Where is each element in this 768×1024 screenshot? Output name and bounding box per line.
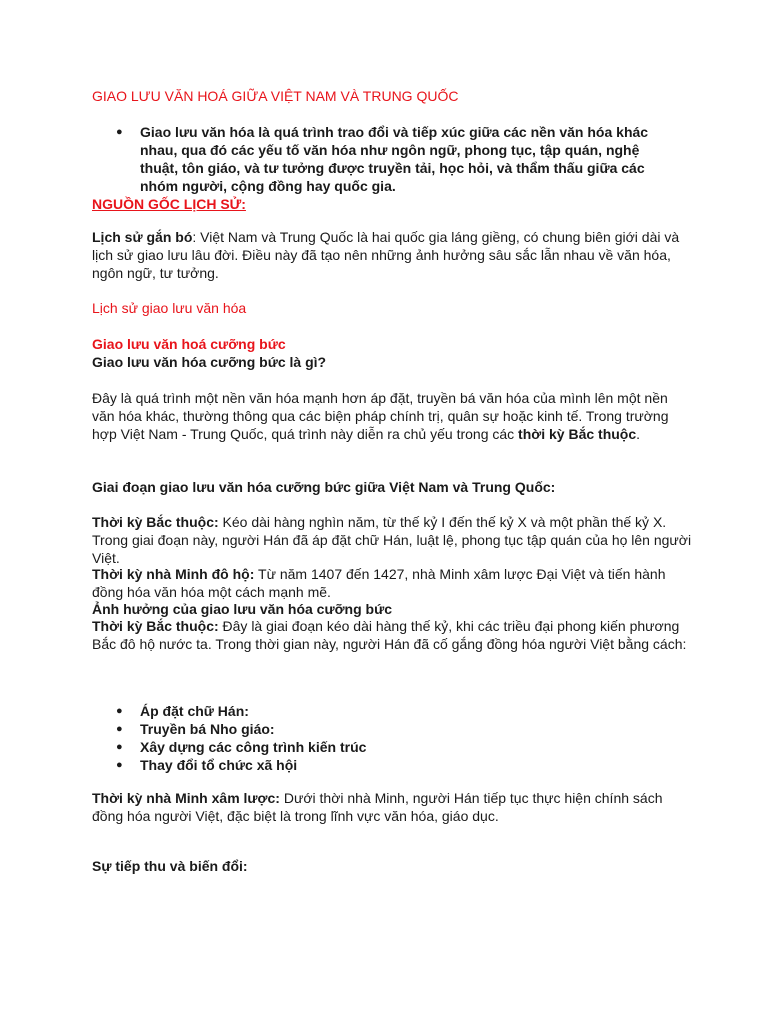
- stage-bac-thuoc: [92, 513, 692, 567]
- impact-bac-thuoc: [92, 617, 692, 653]
- adoption-heading: Sự tiếp thu và biến đổi:: [92, 858, 248, 874]
- impact2-label: Thời kỳ nhà Minh xâm lược:: [92, 790, 280, 806]
- impact1-label: Thời kỳ Bắc thuộc:: [92, 618, 219, 634]
- history-text: : Việt Nam và Trung Quốc là hai quốc gia láng giềng, có chung biên giới dài và lịch sử giao lưu lâu đời. Điều này đã tạo nên những ảnh hưởng sâu sắc lẫn nhau về văn hóa, ngôn ngữ, tư tưởng.: [92, 229, 680, 281]
- impact-minh: [92, 789, 692, 825]
- stage2-label: Thời kỳ nhà Minh đô hộ:: [92, 566, 255, 582]
- stages-heading: Giai đoạn giao lưu văn hóa cưỡng bức giữa Việt Nam và Trung Quốc:: [92, 479, 556, 495]
- methods-list: [92, 702, 676, 774]
- history-paragraph: [92, 228, 692, 282]
- stage1-text: Kéo dài hàng nghìn năm, từ thế kỷ I đến thế kỷ X và một phần thế kỷ X. Trong giai đoạn này, người Hán đã áp đặt chữ Hán, luật lệ, phong tục tập quán của họ lên người Việt.: [92, 514, 692, 566]
- intro-bullet-item: ● Giao lưu văn hóa là quá trình trao đổi và tiếp xúc giữa các nền văn hóa khác nhau, qua đó các yếu tố văn hóa như ngôn ngữ, phong tục, tập quán, nghệ thuật, tôn giáo, và tư tưởng được truyền tải, học hỏi, và thẩm thấu giữa các nhóm người, cộng đồng hay quốc gia.: [92, 123, 676, 195]
- stage-minh: [92, 565, 692, 601]
- forced-def-bold: thời kỳ Bắc thuộc: [518, 426, 637, 442]
- method-item: ● Truyền bá Nho giáo:: [92, 720, 676, 738]
- forced-def-text: Đây là quá trình một nền văn hóa mạnh hơn áp đặt, truyền bá văn hóa của mình lên một nền văn hóa khác, thường thông qua các biện pháp chính trị, quân sự hoặc kinh tế. Trong trường hợp Việt Nam - Trung Quốc, quá trình này diễn ra chủ yếu trong các: [92, 390, 669, 442]
- forced-def-end: .: [636, 426, 641, 442]
- forced-exchange-heading: Giao lưu văn hoá cưỡng bức: [92, 336, 286, 352]
- forced-exchange-question: Giao lưu văn hóa cưỡng bức là gì?: [92, 354, 327, 370]
- history-label: Lịch sử gắn bó: [92, 229, 193, 245]
- impact2-text: Dưới thời nhà Minh, người Hán tiếp tục thực hiện chính sách đồng hóa người Việt, đặc biệt là trong lĩnh vực văn hóa, giáo dục.: [92, 790, 663, 824]
- method-item: ● Thay đổi tổ chức xã hội: [92, 756, 676, 774]
- origin-heading: NGUỒN GỐC LỊCH SỬ:: [92, 196, 246, 212]
- stage2-text: Từ năm 1407 đến 1427, nhà Minh xâm lược Đại Việt và tiến hành đồng hóa văn hóa một cách mạnh mẽ.: [92, 566, 666, 600]
- method-item: ● Xây dựng các công trình kiến trúc: [92, 738, 676, 756]
- impact-heading: Ảnh hưởng của giao lưu văn hóa cưỡng bức: [92, 601, 393, 617]
- method-item: ● Áp đặt chữ Hán:: [92, 702, 676, 720]
- document-title: GIAO LƯU VĂN HOÁ GIỮA VIỆT NAM VÀ TRUNG QUỐC: [92, 88, 459, 104]
- stage1-label: Thời kỳ Bắc thuộc:: [92, 514, 219, 530]
- exchange-history-heading: Lịch sử giao lưu văn hóa: [92, 300, 247, 316]
- intro-bullet-list: [92, 123, 676, 195]
- forced-exchange-definition: [92, 389, 692, 443]
- impact1-text: Đây là giai đoạn kéo dài hàng thế kỷ, khi các triều đại phong kiến phương Bắc đô hộ nước ta. Trong thời gian này, người Hán đã cố gắng đồng hóa người Việt bằng cách:: [92, 618, 687, 652]
